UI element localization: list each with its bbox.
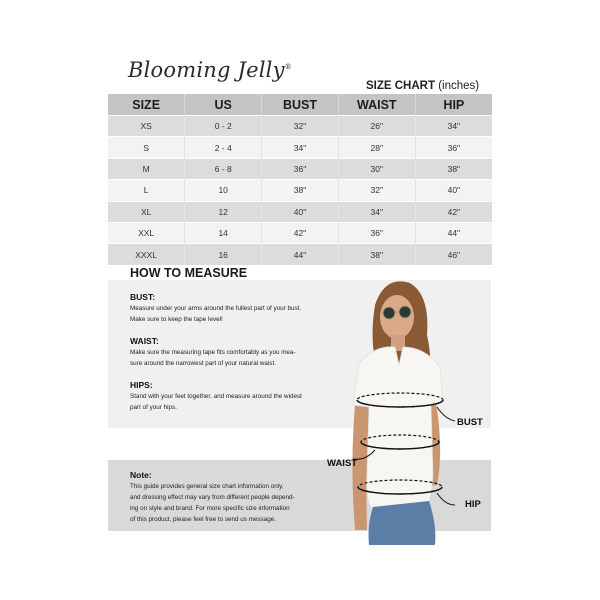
bust-label: BUST xyxy=(457,417,483,428)
table-cell-us: 0 - 2 xyxy=(185,116,262,137)
bust-line: Make sure to keep the tape level! xyxy=(130,316,223,323)
table-cell-size: L xyxy=(108,180,185,201)
table-cell-waist: 38" xyxy=(338,244,415,265)
brand-logo xyxy=(128,58,292,82)
waist-instructions xyxy=(130,336,340,369)
table-cell-size: M xyxy=(108,158,185,179)
hips-line: part of your hips. xyxy=(130,404,177,411)
column-header-waist: WAIST xyxy=(338,94,415,116)
note-heading: Note: xyxy=(130,470,152,480)
note-line: ing on style and brand. For more specific size information xyxy=(130,505,290,512)
table-cell-hip: 44" xyxy=(415,222,492,243)
table-cell-bust: 42" xyxy=(262,222,339,243)
table-cell-hip: 38" xyxy=(415,158,492,179)
hips-instructions xyxy=(130,380,340,413)
waist-heading: WAIST: xyxy=(130,336,159,346)
jeans-shape xyxy=(369,501,436,545)
size-chart-title-text: SIZE CHART xyxy=(366,80,435,92)
table-row xyxy=(108,180,492,201)
size-chart-table xyxy=(108,94,492,265)
registered-mark: ® xyxy=(284,63,292,71)
size-chart-unit: (inches) xyxy=(438,80,480,92)
table-cell-hip: 46" xyxy=(415,244,492,265)
table-cell-bust: 44" xyxy=(262,244,339,265)
table-cell-us: 12 xyxy=(185,201,262,222)
hips-heading: HIPS: xyxy=(130,380,153,390)
table-cell-size: S xyxy=(108,137,185,158)
table-cell-hip: 40" xyxy=(415,180,492,201)
note-text xyxy=(130,470,340,525)
hips-line: Stand with your feet together, and measure around the widest xyxy=(130,393,302,400)
how-to-measure-title: HOW TO MEASURE xyxy=(130,266,248,280)
table-cell-size: XXXL xyxy=(108,244,185,265)
table-cell-waist: 28" xyxy=(338,137,415,158)
note-line: of this product, please feel free to send us message. xyxy=(130,516,276,523)
table-cell-waist: 26" xyxy=(338,116,415,137)
table-cell-us: 6 - 8 xyxy=(185,158,262,179)
table-cell-size: XS xyxy=(108,116,185,137)
table-cell-bust: 32" xyxy=(262,116,339,137)
table-cell-us: 16 xyxy=(185,244,262,265)
table-row xyxy=(108,244,492,265)
table-header-row xyxy=(108,94,492,116)
brand-name: Blooming Jelly xyxy=(128,58,285,82)
table-cell-waist: 30" xyxy=(338,158,415,179)
bust-instructions xyxy=(130,292,340,325)
table-cell-us: 2 - 4 xyxy=(185,137,262,158)
waist-line: Make sure the measuring tape fits comfortably as you mea- xyxy=(130,349,296,356)
table-cell-size: XXL xyxy=(108,222,185,243)
bust-heading: BUST: xyxy=(130,292,156,302)
waist-line: sure around the narrowest part of your natural waist. xyxy=(130,360,276,367)
table-cell-bust: 38" xyxy=(262,180,339,201)
column-header-us: US xyxy=(185,94,262,116)
table-row xyxy=(108,137,492,158)
table-cell-waist: 36" xyxy=(338,222,415,243)
table-row xyxy=(108,222,492,243)
bust-line: Measure under your arms around the fullest part of your bust. xyxy=(130,305,302,312)
column-header-hip: HIP xyxy=(415,94,492,116)
column-header-bust: BUST xyxy=(262,94,339,116)
column-header-size: SIZE xyxy=(108,94,185,116)
model-figure-illustration xyxy=(345,275,455,545)
table-cell-hip: 42" xyxy=(415,201,492,222)
table-cell-bust: 36" xyxy=(262,158,339,179)
waist-label: WAIST xyxy=(327,458,358,469)
note-line: and dressing effect may vary from different people depend- xyxy=(130,494,295,501)
table-cell-hip: 34" xyxy=(415,116,492,137)
table-row xyxy=(108,201,492,222)
table-row xyxy=(108,116,492,137)
table-cell-waist: 32" xyxy=(338,180,415,201)
sunglasses-icon xyxy=(383,307,395,319)
hip-label: HIP xyxy=(465,499,481,510)
table-row xyxy=(108,158,492,179)
table-cell-bust: 40" xyxy=(262,201,339,222)
note-line: This guide provides general size chart information only, xyxy=(130,483,284,490)
table-cell-bust: 34" xyxy=(262,137,339,158)
table-cell-us: 10 xyxy=(185,180,262,201)
table-cell-us: 14 xyxy=(185,222,262,243)
size-chart-title xyxy=(366,80,479,92)
table-cell-hip: 36" xyxy=(415,137,492,158)
table-cell-waist: 34" xyxy=(338,201,415,222)
table-cell-size: XL xyxy=(108,201,185,222)
